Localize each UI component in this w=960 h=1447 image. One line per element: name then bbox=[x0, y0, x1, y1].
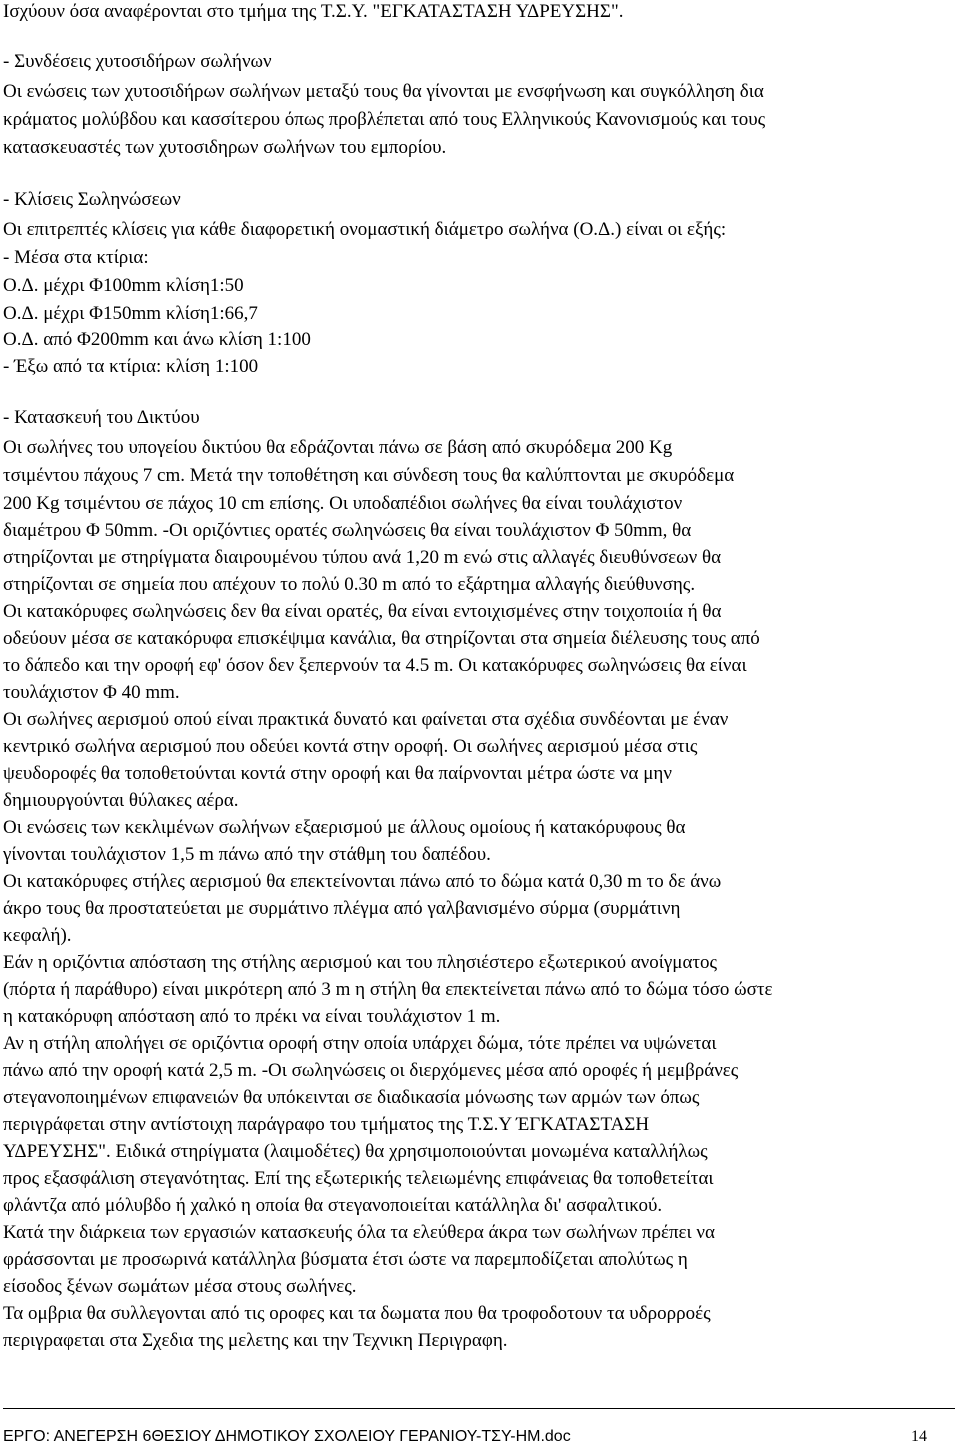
text-line: πάνω από την οροφή κατά 2,5 m. -Οι σωληνώσεις οι διερχόμενες μέσα από οροφές ή μεμβράνες bbox=[3, 1060, 739, 1081]
text-line: Οι ενώσεις των χυτοσιδήρων σωλήνων μεταξύ τους θα γίνονται με ενσφήνωση και συγκόλληση δια bbox=[3, 81, 764, 102]
text-line: φλάντζα από μόλυβδο ή χαλκό η οποία θα στεγανοποιείται κατάλληλα δι' ασφαλτικού. bbox=[3, 1195, 663, 1216]
text-line: (πόρτα ή παράθυρο) είναι μικρότερη από 3 m η στήλη θα επεκτείνεται πάνω από το δώμα τόσο ώστε bbox=[3, 979, 773, 1000]
text-line: Ο.Δ. μέχρι Φ150mm κλίση1:66,7 bbox=[3, 303, 258, 324]
text-line: Ισχύουν όσα αναφέρονται στο τμήμα της Τ.Σ.Υ. "ΕΓΚΑΤΑΣΤΑΣΗ ΥΔΡΕΥΣΗΣ". bbox=[3, 1, 624, 22]
section-heading: - Κατασκευή του Δικτύου bbox=[3, 407, 200, 428]
text-line: κεντρικό σωλήνα αερισμού που οδεύει κοντά στην οροφή. Οι σωλήνες αερισμού μέσα στις bbox=[3, 736, 698, 757]
text-line: δημιουργούνται θύλακες αέρα. bbox=[3, 790, 239, 811]
section-heading: - Συνδέσεις χυτοσιδήρων σωλήνων bbox=[3, 51, 272, 72]
text-line: το δάπεδο και την οροφή εφ' όσον δεν ξεπερνούν τα 4.5 m. Οι κατακόρυφες σωληνώσεις θα είναι bbox=[3, 655, 747, 676]
section-heading: - Κλίσεις Σωληνώσεων bbox=[3, 189, 181, 210]
text-line: η κατακόρυφη απόσταση από το πρέκι να είναι τουλάχιστον 1 m. bbox=[3, 1006, 501, 1027]
text-line: γίνονται τουλάχιστον 1,5 m πάνω από την στάθμη του δαπέδου. bbox=[3, 844, 491, 865]
text-line: Τα ομβρια θα συλλεγονται από τις οροφες και τα δωματα που θα τροφοδοτουν τα υδρορροές bbox=[3, 1303, 711, 1324]
text-line: κατασκευαστές των χυτοσιδηρων σωλήνων του εμπορίου. bbox=[3, 137, 447, 158]
text-line: τσιμέντου πάχους 7 cm. Μετά την τοποθέτηση και σύνδεση τους θα καλύπτονται με σκυρόδεμα bbox=[3, 465, 735, 486]
text-line: 200 Kg τσιμέντου σε πάχος 10 cm επίσης. Οι υποδαπέδιοι σωλήνες θα είναι τουλάχιστον bbox=[3, 493, 683, 514]
text-line: - Μέσα στα κτίρια: bbox=[3, 247, 149, 268]
text-line: διαμέτρου Φ 50mm. -Οι οριζόντιες ορατές σωληνώσεις θα είναι τουλάχιστον Φ 50mm, θα bbox=[3, 520, 692, 541]
text-line: Οι σωλήνες του υπογείου δικτύου θα εδράζονται πάνω σε βάση από σκυρόδεμα 200 Kg bbox=[3, 437, 673, 458]
text-line: κεφαλή). bbox=[3, 925, 72, 946]
text-line: - Έξω από τα κτίρια: κλίση 1:100 bbox=[3, 356, 259, 377]
text-line: οδεύουν μέσα σε κατακόρυφα επισκέψιμα κανάλια, θα στηρίζονται στα σημεία διέλευσης τους από bbox=[3, 628, 760, 649]
text-line: Κατά την διάρκεια των εργασιών κατασκευής όλα τα ελεύθερα άκρα των σωλήνων πρέπει να bbox=[3, 1222, 715, 1243]
text-line: Ο.Δ. μέχρι Φ100mm κλίση1:50 bbox=[3, 275, 244, 296]
page-number: 14 bbox=[911, 1428, 927, 1445]
text-line: τουλάχιστον Φ 40 mm. bbox=[3, 682, 180, 703]
text-line: άκρο τους θα προστατεύεται με συρμάτινο πλέγμα από γαλβανισμένο σύρμα (συρμάτινη bbox=[3, 898, 681, 919]
text-line: στηρίζονται με στηρίγματα διαιρουμένου τύπου ανά 1,20 m ενώ στις αλλαγές διευθύνσεων θα bbox=[3, 547, 722, 568]
text-line: Οι ενώσεις των κεκλιμένων σωλήνων εξαερισμού με άλλους ομοίους ή κατακόρυφους θα bbox=[3, 817, 686, 838]
text-line: Οι κατακόρυφες στήλες αερισμού θα επεκτείνονται πάνω από το δώμα κατά 0,30 m το δε άνω bbox=[3, 871, 722, 892]
text-line: στηρίζονται σε σημεία που απέχουν το πολύ 0.30 m από το εξάρτημα αλλαγής διεύθυνσης. bbox=[3, 574, 696, 595]
text-line: προς εξασφάλιση στεγανότητας. Επί της εξωτερικής τελειωμένης επιφάνειας θα τοποθετείται bbox=[3, 1168, 714, 1189]
page-footer bbox=[3, 1408, 955, 1445]
text-line: κράματος μολύβδου και κασσίτερου όπως προβλέπεται από τους Ελληνικούς Κανονισμούς και τους bbox=[3, 109, 766, 130]
text-line: Οι σωλήνες αερισμού οπού είναι πρακτικά δυνατό και φαίνεται στα σχέδια συνδέονται με έναν bbox=[3, 709, 729, 730]
text-line: ψευδοροφές θα τοποθετούνται κοντά στην οροφή και θα παίρνονται μέτρα ώστε να μην bbox=[3, 763, 672, 784]
footer-title: ΕΡΓΟ: ΑΝΕΓΕΡΣΗ 6ΘΕΣΙΟΥ ΔΗΜΟΤΙΚΟΥ ΣΧΟΛΕΙΟΥ ΓΕΡΑΝΙΟΥ-ΤΣΥ-ΗΜ.doc bbox=[3, 1428, 571, 1445]
text-line: Οι επιτρεπτές κλίσεις για κάθε διαφορετική ονομαστική διάμετρο σωλήνα (Ο.Δ.) είναι οι εξής: bbox=[3, 219, 727, 240]
text-line: φράσσονται με προσωρινά κατάλληλα βύσματα έτσι ώστε να παρεμποδίζεται απολύτως η bbox=[3, 1249, 688, 1270]
text-line: περιγράφεται στην αντίστοιχη παράγραφο του τμήματος της Τ.Σ.Υ ΈΓΚΑΤΑΣΤΑΣΗ bbox=[3, 1114, 650, 1135]
text-line: είσοδος ξένων σωμάτων μέσα στους σωλήνες. bbox=[3, 1276, 357, 1297]
text-line: Εάν η οριζόντια απόσταση της στήλης αερισμού και του πλησιέστερο εξωτερικού ανοίγματος bbox=[3, 952, 718, 973]
text-line: περιγραφεται στα Σχεδια της μελετης και την Τεχνικη Περιγραφη. bbox=[3, 1330, 508, 1351]
text-line: Ο.Δ. από Φ200mm και άνω κλίση 1:100 bbox=[3, 329, 311, 350]
text-line: στεγανοποιημένων επιφανειών θα υπόκεινται σε διαδικασία μόνωσης των αρμών των όπως bbox=[3, 1087, 700, 1108]
text-line: Οι κατακόρυφες σωληνώσεις δεν θα είναι ορατές, θα είναι εντοιχισμένες στην τοιχοποιία ή θα bbox=[3, 601, 722, 622]
text-line: Αν η στήλη απολήγει σε οριζόντια οροφή στην οποία υπάρχει δώμα, τότε πρέπει να υψώνεται bbox=[3, 1033, 717, 1054]
text-line: ΥΔΡΕΥΣΗΣ". Ειδικά στηρίγματα (λαιμοδέτες) θα χρησιμοποιούνται μονωμένα καταλλήλως bbox=[3, 1141, 708, 1162]
